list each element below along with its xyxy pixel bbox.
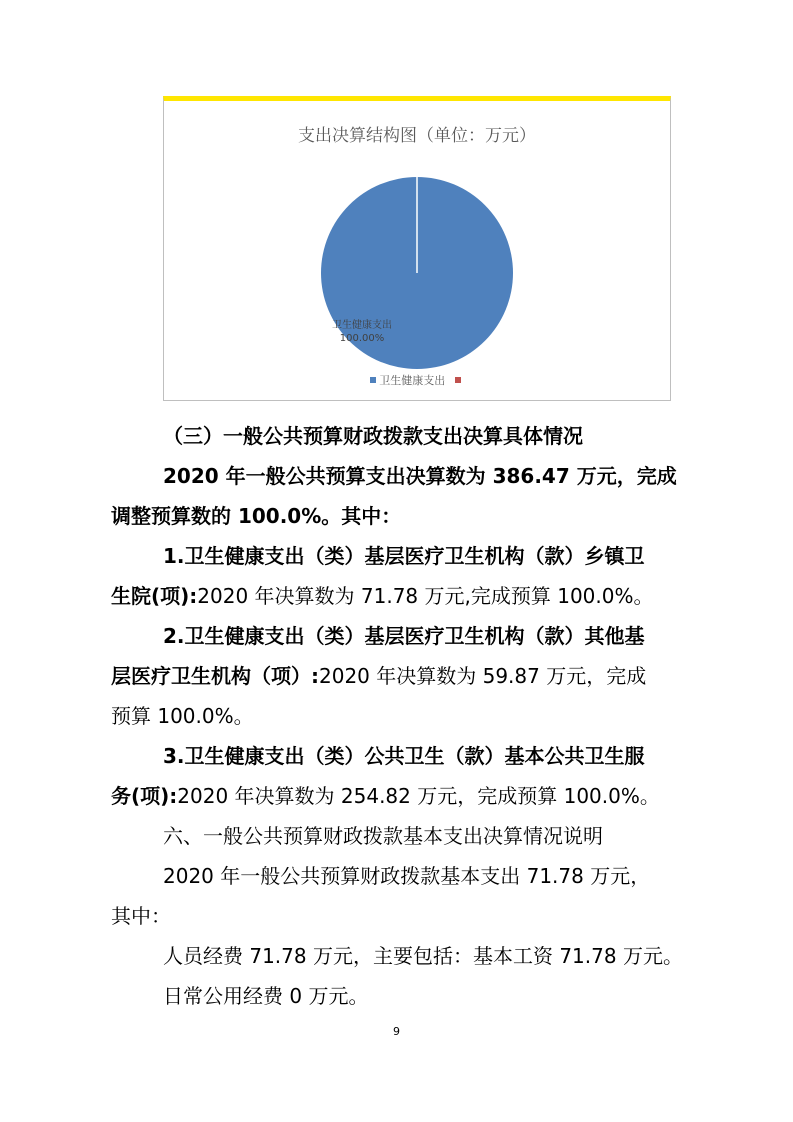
- item-1-line-1: 1.卫生健康支出（类）基层医疗卫生机构（款）乡镇卫: [163, 544, 645, 568]
- section-6-para-3: 日常公用经费 0 万元。: [163, 984, 369, 1008]
- item-1-line-2: [111, 580, 653, 609]
- slice-label-percent: 100.00%: [339, 333, 385, 344]
- legend-swatch: [455, 377, 461, 383]
- page-number: 9: [393, 1025, 400, 1038]
- item-2-line-3: 预算 100.0%。: [111, 704, 254, 728]
- item-2-line-2: [111, 660, 646, 689]
- legend-label: 卫生健康支出: [379, 374, 446, 387]
- section-heading: （三）一般公共预算财政拨款支出决算具体情况: [163, 424, 583, 448]
- item-3-line-1: 3.卫生健康支出（类）公共卫生（款）基本公共卫生服: [163, 744, 645, 768]
- item-2-line-1: 2.卫生健康支出（类）基层医疗卫生机构（款）其他基: [163, 624, 645, 648]
- paragraph-1-line-2: 调整预算数的 100.0%。其中：: [111, 504, 402, 528]
- section-6-para-1-line-2: 其中：: [111, 904, 171, 928]
- item-1-value: 2020 年决算数为 71.78 万元,完成预算 100.0%。: [197, 584, 654, 608]
- item-3-label: 务(项):: [111, 784, 178, 808]
- section-6-para-2: 人员经费 71.78 万元，主要包括：基本工资 71.78 万元。: [163, 944, 683, 968]
- legend-item: [455, 377, 464, 383]
- slice-label-name: 卫生健康支出: [332, 320, 392, 331]
- item-2-value: 2020 年决算数为 59.87 万元，完成: [319, 664, 647, 688]
- chart-legend: [164, 372, 670, 388]
- section-6-heading: 六、一般公共预算财政拨款基本支出决算情况说明: [163, 824, 603, 848]
- item-2-label: 层医疗卫生机构（项）:: [111, 664, 319, 688]
- paragraph-1-line-1: 2020 年一般公共预算支出决算数为 386.47 万元，完成: [163, 464, 677, 488]
- item-3-line-2: [111, 780, 660, 809]
- item-1-label: 生院(项):: [111, 584, 198, 608]
- legend-swatch: [370, 377, 376, 383]
- section-6-para-1-line-1: 2020 年一般公共预算财政拨款基本支出 71.78 万元，: [163, 864, 651, 888]
- pie-chart-svg: [164, 101, 670, 401]
- legend-item: [370, 372, 445, 388]
- slice-label: [332, 319, 392, 345]
- pie-chart: [163, 96, 671, 401]
- item-3-value: 2020 年决算数为 254.82 万元，完成预算 100.0%。: [177, 784, 660, 808]
- chart-title: 支出决算结构图（单位：万元）: [298, 126, 536, 146]
